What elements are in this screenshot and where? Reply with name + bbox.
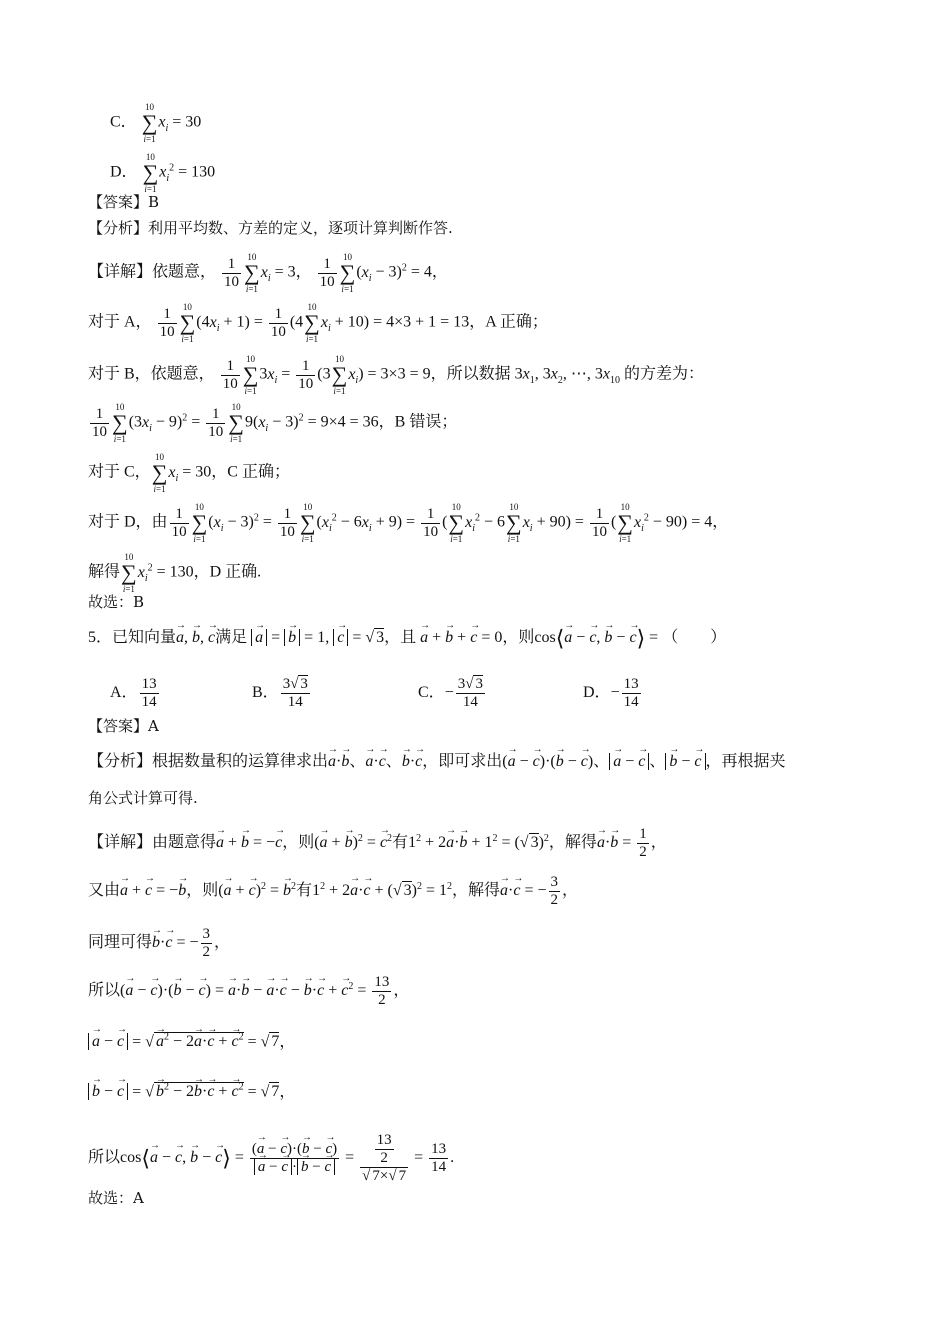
q4-for-c: 对于 C， 10 ∑ i=1 $x_i = 30$，C 正确； — [88, 452, 290, 494]
q5-analysis-cont: 角公式计算可得. — [88, 789, 198, 807]
q5-answer: 【答案】A — [88, 717, 159, 735]
q5-option-d: D．− $\frac{13}{14}$ — [583, 676, 639, 710]
q5-detail-2: 又由→ a + → c = −→ b，则(→ a + → c)$^2$ = → $b^2$有$1^2 + 2\to a\cdot\to c$ + (√ $3)^2 = 1^2$，解得→ a·→ c = − $\frac{3}{2}$ ， — [88, 874, 578, 909]
q5-detail-6: → b − → c = √→ $b^2 - 2\to b\cdot\to c$ + → $c^2$ = √ 7， — [88, 1076, 295, 1104]
q4-for-a: 对于 A， $\frac{1}{10}$ 10 ∑ i=1 $(4x_i + 1)$ = $\frac{1}{10}$ (4 10 ∑ i=1 $x_i + 10) = 4\times 3 + 1 = 13$，A 正确； — [88, 302, 548, 344]
q4-for-b-variance: $\frac{1}{10}$ 10 ∑ i=1 $(3x_i - 9)^2$ = $\frac{1}{10}$ 10 ∑ i=1 $9(x_i - 3)^2 = 9\times 4 = 36$，B 错误； — [92, 402, 458, 444]
q4-for-b: 对于 B，依题意， $\frac{1}{10}$ 10 ∑ i=1 $3x_i$ = $\frac{1}{10}$ (3 10 ∑ i=1 $x_i) = 3\times 3 = 9$，所以数据 $3x_1$, $3x_2$, ⋯, $3x_{10}$ 的方差为： — [88, 354, 704, 396]
q5-analysis: 【分析】根据数量积的运算律求出→ a·→ b、→ a·→ c、→ b·→ c，即可求出(→ a − → c)·(→ b − → c)、→ a − → c 、→ b − → c ，再根据夹 — [88, 750, 786, 774]
q4-answer: 【答案】B — [88, 193, 160, 211]
q4-detail: 【详解】依题意， $\frac{1}{10}$ 10 ∑ i=1 $x_i = 3$， $\frac{1}{10}$ 10 ∑ i=1 $(x_i - 3)^2 = 4$， — [88, 252, 448, 294]
option-d: D． 10 ∑ i=1 $x_i^2 = 130$ — [110, 152, 216, 194]
q4-analysis: 【分析】利用平均数、方差的定义，逐项计算判断作答. — [88, 219, 453, 237]
q4-for-d: 对于 D，由 $\frac{1}{10}$ 10 ∑ i=1 $(x_i - 3)^2$ = $\frac{1}{10}$ 10 ∑ i=1 $(x_i^2 - 6x_i + 9)$ = $\frac{1}{10}$ ( 10 ∑ i=1 $x_i^2 - 6$ 10 ∑ i=1 $x_i + 90$) = $\frac{1}{10}$ ( 10 ∑ i=1 $x_i^2 - 90) = 4$， — [88, 502, 729, 544]
q4-choose: 故选：B — [88, 593, 145, 611]
q5-stem: 5．已知向量→ a, → b, → c满足 → a = → b = 1, → c = √ 3，且 → a + → b + → c = 0，则cos⟨→ a − → c, → b − → c⟩ = （ ） — [88, 626, 726, 650]
option-c: C． 10 ∑ i=1 $x_i = 30$ — [110, 102, 202, 144]
q5-detail-1: 【详解】由题意得→ a + → b = −→ c，则(→ a + → b)$^2$ = → $c^2$有$1^2 + 2\to a\cdot\to b + 1^2$ = (√ 3)$^2$，解得→ a·→ b = $\frac{1}{2}$ ， — [88, 826, 667, 861]
q5-option-b: B． $\frac{3√ 3}{14}$ — [252, 676, 308, 710]
q5-detail-4: 所以(→ a − → c)·(→ b − → c) = → a·→ b − → a·→ c − → b·→ c + → $c^2$ = $\frac{13}{2}$ ， — [88, 974, 409, 1009]
q5-option-a: A． $\frac{13}{14}$ — [110, 676, 157, 710]
q5-detail-7: 所以cos⟨→ a − → c, → b − → c⟩ = (→ a − → c)·(→ b − → c) → a − → c ·→ b − → c = $\frac{\frac{13}{2}}{√ 7\times√ 7}$ = $\frac{13}{14}$ . — [88, 1132, 454, 1185]
q5-option-c: C．− $\frac{3√ 3}{14}$ — [418, 676, 483, 710]
q5-choose: 故选：A — [88, 1189, 144, 1207]
q5-detail-3: 同理可得→ b·→ c = − $\frac{3}{2}$ ， — [88, 926, 230, 961]
q5-detail-5: → a − → c = √→ $a^2 - 2\to a\cdot\to c$ + → $c^2$ = √ 7， — [88, 1026, 295, 1054]
q4-solve: 解得 10 ∑ i=1 $x_i^2 = 130$，D 正确. — [88, 552, 262, 594]
